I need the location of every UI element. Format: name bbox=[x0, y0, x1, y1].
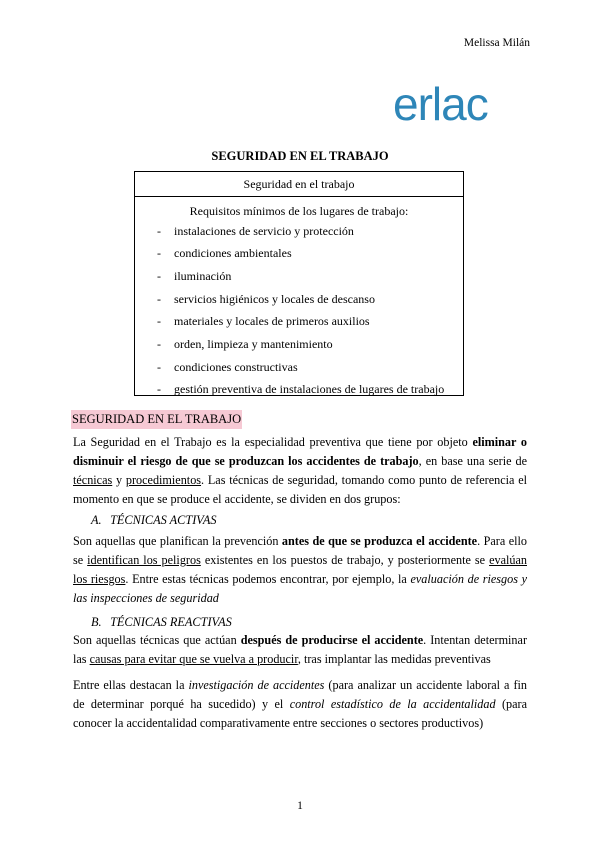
list-item-text: instalaciones de servicio y protección bbox=[174, 223, 354, 238]
list-item bbox=[135, 288, 463, 311]
subheading-reactivas: B. TÉCNICAS REACTIVAS bbox=[91, 615, 232, 629]
page-title: SEGURIDAD EN EL TRABAJO bbox=[211, 149, 389, 163]
bullet-dash: - bbox=[157, 291, 161, 306]
reactivas-paragraph: Son aquellas técnicas que actúan después de producirse el accidente. Intentan determinar las causas para evitar que se vuelva a producir, tras implantar las medidas preventivas bbox=[73, 633, 527, 666]
list-item bbox=[135, 310, 463, 333]
bullet-dash: - bbox=[157, 382, 161, 397]
list-item bbox=[135, 356, 463, 379]
list-item-text: servicios higiénicos y locales de descanso bbox=[174, 291, 375, 306]
bullet-dash: - bbox=[157, 223, 161, 238]
section-heading: SEGURIDAD EN EL TRABAJO bbox=[71, 410, 242, 429]
bullet-dash: - bbox=[157, 337, 161, 352]
list-item-text: condiciones ambientales bbox=[174, 246, 292, 261]
bullet-dash: - bbox=[157, 268, 161, 283]
bullet-dash: - bbox=[157, 359, 161, 374]
list-item-text: iluminación bbox=[174, 268, 232, 283]
list-item bbox=[135, 378, 463, 401]
list-item bbox=[135, 265, 463, 288]
list-item bbox=[135, 242, 463, 265]
bullet-dash: - bbox=[157, 246, 161, 261]
destacan-paragraph: Entre ellas destacan la investigación de accidentes (para analizar un accidente laboral a fin de determinar porqué ha sucedido) y el control estadístico de la accidentalidad (para conocer la accidentalidad comparativamente entre secciones o sectores productivos) bbox=[73, 678, 528, 730]
list-item-text: orden, limpieza y mantenimiento bbox=[174, 337, 333, 352]
intro-paragraph: La Seguridad en el Trabajo es la especialidad preventiva que tiene por objeto eliminar o disminuir el riesgo de que se produzcan los accidentes de trabajo, en base una serie de técnicas y procedimientos. Las técnicas de seguridad, tomando como punto de referencia el momento en que se produce el accidente, se dividen en dos grupos: bbox=[73, 435, 528, 506]
requirements-table bbox=[134, 171, 464, 396]
list-item-text: condiciones constructivas bbox=[174, 359, 298, 374]
list-item-text: gestión preventiva de instalaciones de lugares de trabajo bbox=[174, 382, 445, 397]
erlac-logo bbox=[393, 80, 518, 125]
list-item bbox=[135, 220, 463, 243]
bullet-dash: - bbox=[157, 314, 161, 329]
page-number: 1 bbox=[297, 800, 303, 812]
table-subheading: Requisitos mínimos de los lugares de trabajo: bbox=[189, 204, 409, 218]
subheading-activas: A. TÉCNICAS ACTIVAS bbox=[91, 513, 217, 527]
requirements-list bbox=[135, 220, 463, 402]
list-item-text: materiales y locales de primeros auxilios bbox=[174, 314, 370, 329]
table-heading: Seguridad en el trabajo bbox=[135, 172, 463, 197]
logo-text: erlac bbox=[393, 80, 488, 125]
activas-paragraph: Son aquellas que planifican la prevención antes de que se produzca el accidente. Para ello se identifican los peligros existentes en los puestos de trabajo, y posteriormente se evalúan los riesgos. Entre estas técnicas podemos encontrar, por ejemplo, la evaluación de riesgos y las inspecciones de seguridad bbox=[73, 534, 528, 605]
list-item bbox=[135, 333, 463, 356]
author-name: Melissa Milán bbox=[463, 37, 530, 49]
